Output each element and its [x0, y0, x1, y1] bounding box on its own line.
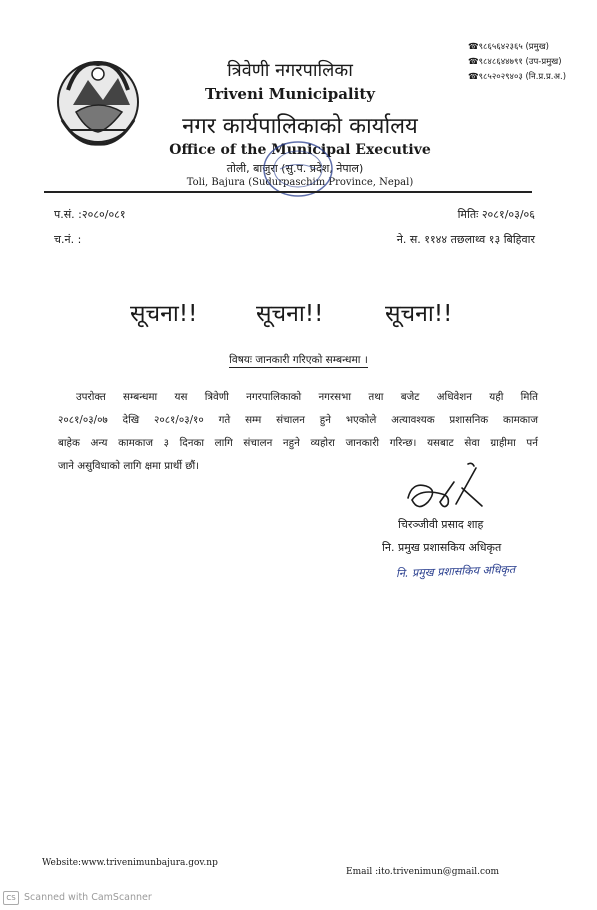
municipality-name-np: त्रिवेणी नगरपालिका — [227, 60, 353, 81]
notice-heading: सूचना!! — [385, 301, 453, 327]
signatory-name: चिरञ्जीवी प्रसाद शाह — [398, 518, 484, 531]
scanner-watermark — [0, 891, 152, 905]
dispatch-number: च.नं. : — [54, 233, 82, 246]
notice-heading: सूचना!! — [256, 301, 324, 327]
header-divider — [44, 191, 532, 193]
signature-icon — [398, 458, 490, 518]
footer-website: Website:www.trivenimunbajura.gov.np — [42, 858, 218, 868]
address-en: Toli, Bajura (Sudurpaschim Province, Nepal) — [186, 177, 414, 188]
subject-line — [0, 353, 597, 367]
phone-cao: ☎९८५२०२९४०३ (नि.प्र.प्र.अ.) — [468, 72, 567, 82]
designation-stamp: नि. प्रमुख प्रशासकिय अधिकृत — [395, 562, 516, 581]
letter-date: मितिः २०८१/०३/०६ — [457, 208, 535, 221]
phone-deputy: ☎९८४८६४४७९१ (उप-प्रमुख) — [468, 57, 562, 67]
body-line: जाने असुविधाको लागि क्षमा प्रार्थी छौं। — [58, 460, 200, 472]
body-line: उपरोक्त सम्बन्धमा यस त्रिवेणी नगरपालिकाको नगरसभा तथा बजेट अधिवेशन यही मिति — [76, 391, 538, 403]
watermark-text: Scanned with CamScanner — [24, 892, 152, 903]
notice-heading: सूचना!! — [130, 301, 198, 327]
office-name-np: नगर कार्यपालिकाको कार्यालय — [182, 114, 418, 139]
nepal-emblem-icon — [48, 50, 148, 150]
footer-email: Email :ito.trivenimun@gmail.com — [346, 867, 500, 877]
camscanner-logo-icon: CS — [3, 891, 19, 905]
phone-list — [468, 40, 566, 85]
body-line: बाहेक अन्य कामकाज ३ दिनका लागि संचालन नहुने व्यहोरा जानकारी गरिन्छ। यसबाट सेवा ग्राहीमा पर्न — [58, 437, 538, 449]
subject-text: विषयः जानकारी गरिएको सम्बन्धमा । — [229, 354, 368, 366]
phone-chief: ☎९८६५६४२३६५ (प्रमुख) — [468, 42, 549, 52]
municipality-name-en: Triveni Municipality — [205, 85, 375, 103]
nepal-sambat-date: ने. स. ११४४ तछलाथ्व १३ बिहिवार — [396, 233, 535, 246]
office-name-en: Office of the Municipal Executive — [169, 142, 431, 158]
address-np: तोली, बाजुरा (सु.प. प्रदेश, नेपाल) — [226, 162, 364, 175]
signatory-designation: नि. प्रमुख प्रशासकिय अधिकृत — [382, 541, 502, 554]
letter-number: प.सं. :२०८०/०८१ — [54, 208, 126, 221]
body-line: २०८१/०३/०७ देखि २०८१/०३/१० गते सम्म संचालन हुने भएकोले अत्यावश्यक प्रशासनिक कामकाज — [58, 414, 538, 426]
